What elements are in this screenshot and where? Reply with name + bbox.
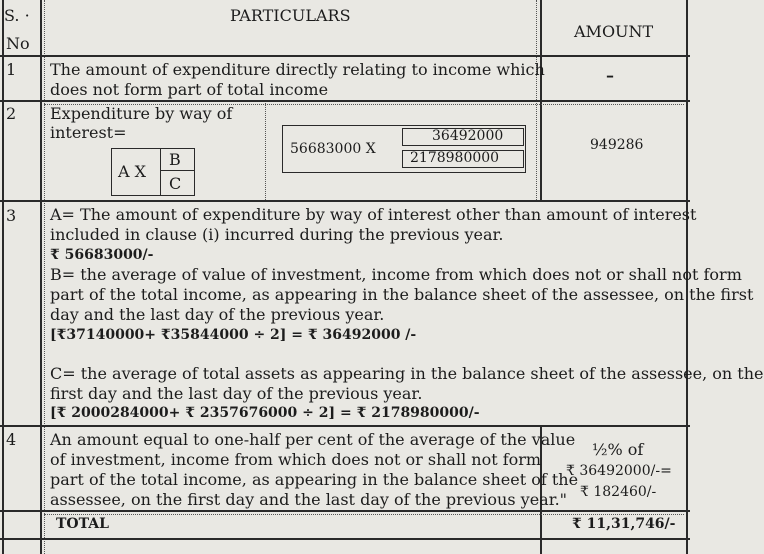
- row4-line: assessee, on the first day and the last day of the previous year.": [50, 490, 568, 509]
- row4-sno: 4: [6, 430, 17, 449]
- row1-sno: 1: [6, 60, 17, 79]
- table-left-border: [2, 0, 4, 554]
- row4-line: An amount equal to one-half per cent of the average of the value: [50, 430, 576, 449]
- row1-amount: –: [606, 66, 614, 85]
- row3-line: C= the average of total assets as appearing in the balance sheet of the assessee, on the: [50, 364, 764, 383]
- row4-line: of investment, income from which does not or shall not form: [50, 450, 542, 469]
- row3-line: A= The amount of expenditure by way of interest other than amount of interest: [50, 205, 697, 224]
- total-bottom-rule: [0, 538, 690, 540]
- row2-inner-divider: [265, 101, 266, 200]
- row2-amount: 949286: [590, 137, 644, 153]
- row3-sno: 3: [6, 206, 17, 225]
- row1-bottom-rule: [0, 100, 690, 102]
- calc-lhs: 56683000 X: [290, 141, 376, 157]
- formula-fraction-bar: [160, 170, 194, 171]
- row3-line: part of the total income, as appearing in the balance sheet of the assessee, on the first: [50, 285, 754, 304]
- row2-line2: interest=: [50, 123, 127, 142]
- total-amount: ₹ 11,31,746/-: [572, 516, 676, 532]
- row4-amount-line: ₹ 182460/-: [580, 484, 657, 500]
- header-particulars: PARTICULARS: [230, 6, 351, 25]
- sno-column-divider-dotted: [44, 0, 45, 554]
- header-sno: S. ·: [4, 6, 30, 25]
- header-no: No: [6, 34, 30, 53]
- row3-line: ₹ 56683000/-: [50, 247, 154, 263]
- row3-bottom-rule: [0, 425, 690, 427]
- row3-line: [₹ 2000284000+ ₹ 2357676000 ÷ 2] = ₹ 2178980000/-: [50, 405, 480, 421]
- row4-bottom-rule: [0, 510, 690, 512]
- row1-line2: does not form part of total income: [50, 80, 329, 99]
- row3-line: included in clause (i) incurred during the previous year.: [50, 225, 504, 244]
- row3-line: B= the average of value of investment, income from which does not or shall not form: [50, 265, 742, 284]
- row1-line1: The amount of expenditure directly relating to income which: [50, 60, 545, 79]
- row3-line: day and the last day of the previous year.: [50, 305, 385, 324]
- header-bottom-rule: [0, 55, 690, 57]
- row3-line: first day and the last day of the previous year.: [50, 384, 423, 403]
- row4-amount-line: ½% of: [592, 440, 644, 459]
- formula-c: C: [169, 174, 182, 193]
- formula-b: B: [169, 150, 181, 169]
- row4-amount-line: ₹ 36492000/-=: [566, 463, 672, 479]
- row2-line1: Expenditure by way of: [50, 104, 233, 123]
- sno-column-divider: [40, 0, 42, 554]
- calc-denominator: 2178980000: [410, 150, 500, 166]
- row2-bottom-rule: [0, 200, 690, 202]
- row4-line: part of the total income, as appearing in the balance sheet of the: [50, 470, 579, 489]
- row2-sno: 2: [6, 104, 17, 123]
- total-label: TOTAL: [56, 516, 109, 532]
- row3-line: [₹37140000+ ₹35844000 ÷ 2] = ₹ 36492000 /-: [50, 327, 417, 343]
- formula-ax: A X: [118, 162, 147, 181]
- header-amount: AMOUNT: [574, 22, 654, 41]
- calc-numerator: 36492000: [432, 128, 504, 144]
